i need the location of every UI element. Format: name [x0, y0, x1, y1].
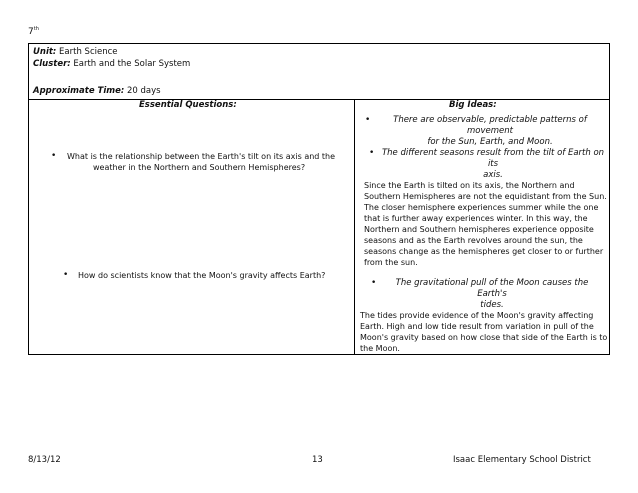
paragraph-line: Earth. High and low tide result from variation in pull of the: [360, 322, 594, 331]
tides-paragraph: [360, 310, 607, 354]
big-idea-2-line-2: axis.: [483, 170, 503, 180]
footer-district: Isaac Elementary School District: [453, 455, 591, 465]
unit-value: Earth Science: [59, 47, 118, 57]
paragraph-line: seasons and as the Earth revolves around the sun, the: [364, 236, 583, 245]
paragraph-line: that is further away experiences winter. In this way, the: [364, 214, 588, 223]
question-1: [67, 151, 335, 173]
big-idea-2: [380, 148, 606, 181]
big-idea-3-line-1: The gravitational pull of the Moon causes the Earth's: [395, 278, 589, 299]
paragraph-line: Southern Hemispheres are not the equidistant from the Sun.: [364, 192, 607, 201]
grade-suffix: th: [33, 26, 39, 32]
big-idea-1: [374, 115, 606, 148]
time-label: Approximate Time:: [33, 86, 125, 96]
cluster-value: Earth and the Solar System: [73, 59, 191, 69]
unit-row: [33, 47, 118, 58]
seasons-paragraph: [364, 180, 607, 268]
unit-label: Unit:: [33, 47, 57, 57]
big-idea-bullet: •: [369, 148, 375, 158]
question-2-line-1: How do scientists know that the Moon's gravity affects Earth?: [78, 271, 326, 280]
big-idea-2-line-1: The different seasons result from the tilt of Earth on its: [381, 148, 605, 169]
cluster-label: Cluster:: [33, 59, 71, 69]
question-2: [78, 270, 325, 281]
paragraph-line: Since the Earth is tilted on its axis, the Northern and: [364, 181, 575, 190]
grade-number: 7: [28, 27, 34, 37]
header-divider: [29, 99, 609, 100]
big-ideas-heading: Big Ideas:: [449, 100, 497, 110]
time-row: [33, 86, 161, 97]
column-divider: [354, 99, 355, 354]
paragraph-line: Northern and Southern hemispheres experience opposite: [364, 225, 594, 234]
paragraph-line: Moon's gravity based on how close that side of the Earth is to: [360, 333, 608, 342]
big-idea-1-line-2: for the Sun, Earth, and Moon.: [427, 137, 553, 147]
big-idea-bullet: •: [365, 115, 371, 125]
footer-page-number: 13: [312, 455, 323, 465]
paragraph-line: The tides provide evidence of the Moon's gravity affecting: [360, 311, 594, 320]
paragraph-line: from the sun.: [364, 258, 418, 267]
big-idea-bullet: •: [371, 278, 377, 288]
paragraph-line: the Moon.: [360, 344, 400, 353]
question-1-line-1: What is the relationship between the Earth's tilt on its axis and the: [67, 152, 336, 161]
essential-questions-heading: Essential Questions:: [139, 100, 237, 110]
grade-label: [28, 26, 39, 37]
footer-date: 8/13/12: [28, 455, 61, 465]
question-bullet: •: [51, 151, 57, 161]
big-idea-1-line-1: There are observable, predictable patterns of movement: [393, 115, 587, 136]
big-idea-3-line-2: tides.: [480, 300, 504, 310]
unit-table: [28, 43, 610, 355]
question-bullet: •: [63, 270, 69, 280]
question-1-line-2: weather in the Northern and Southern Hemispheres?: [93, 163, 306, 172]
paragraph-line: The closer hemisphere experiences summer while the one: [364, 203, 599, 212]
time-value: 20 days: [127, 86, 161, 96]
big-idea-3: [381, 278, 603, 311]
paragraph-line: seasons change as the hemispheres get closer to or further: [364, 247, 604, 256]
cluster-row: [33, 59, 190, 70]
